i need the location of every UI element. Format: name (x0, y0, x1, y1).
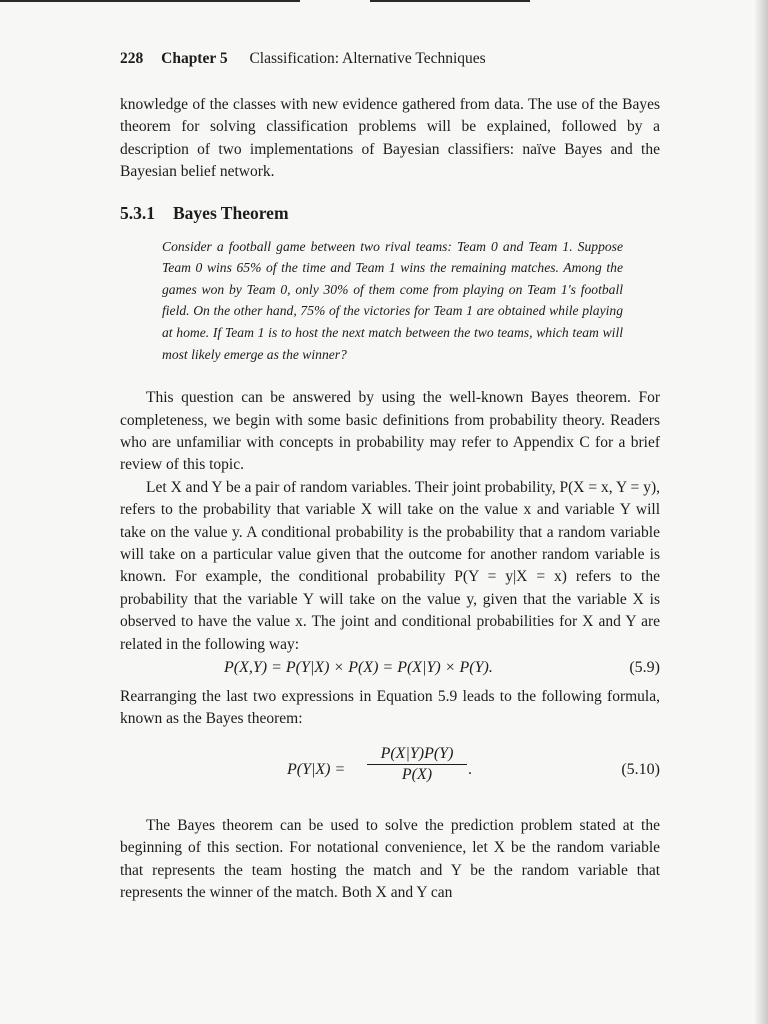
running-head (120, 50, 660, 68)
equation-5-9-body: P(X,Y) = P(Y|X) × P(X) = P(X|Y) × P(Y). (224, 659, 493, 677)
equation-5-9 (120, 656, 660, 686)
example-problem: Consider a football game between two rival teams: Team 0 and Team 1. Suppose Team 0 wins 65% of the time and Team 1 wins the remaining matches. Among the games won by Team 0, only 30% of them come from playing on Team 1's football field. On the other hand, 75% of the victories for Team 1 are obtained while playing at home. If Team 1 is to host the next match between the two teams, which team will most likely emerge as the winner? (162, 238, 623, 362)
section-heading (120, 203, 660, 224)
paragraph-4: The Bayes theorem can be used to solve the prediction problem stated at the beginning of this section. For notational convenience, let X be the random variable that represents the team hosting the match and Y be the random variable that represents the winner of the match. Both X and Y can (120, 816, 660, 902)
page-edge-shadow (754, 0, 768, 1024)
equation-5-9-number: (5.9) (629, 659, 660, 677)
intro-paragraph: knowledge of the classes with new evidence gathered from data. The use of the Bayes theorem for solving classification problems will be explained, followed by a description of two implementations of Bayesian classifiers: naïve Bayes and the Bayesian belief network. (120, 96, 660, 181)
chapter-title: Classification: Alternative Techniques (249, 50, 486, 67)
paragraph-3: Rearranging the last two expressions in Equation 5.9 leads to the following formula, known as the Bayes theorem: (120, 688, 660, 728)
top-rule-left (0, 0, 300, 2)
equation-5-10-lhs: P(Y|X) = (287, 760, 346, 778)
equation-5-10-number: (5.10) (621, 760, 660, 778)
paragraph-2: Let X and Y be a pair of random variables. Their joint probability, P(X = x, Y = y), refers to the probability that variable X will take on the value x and variable Y will take on the value y. A conditional probability is the probability that a random variable will take on a particular value given that the outcome for another random variable is known. For example, the conditional probability P(Y = y|X = x) refers to the probability that the variable Y will take on the value y, given that the variable X is observed to have the value x. The joint and conditional probabilities for X and Y are related in the following way: (120, 478, 660, 653)
chapter-label: Chapter 5 (161, 50, 228, 67)
book-page (120, 50, 660, 905)
equation-5-10 (120, 745, 660, 815)
page-number: 228 (120, 50, 144, 67)
equation-5-10-denominator: P(X) (401, 765, 433, 783)
paragraph-1: This question can be answered by using the well-known Bayes theorem. For completeness, we begin with some basic definitions from probability theory. Readers who are unfamiliar with concepts in probability may refer to Appendix C for a brief review of this topic. (120, 389, 660, 474)
equation-5-10-fraction (367, 745, 467, 784)
section-title: Bayes Theorem (173, 202, 289, 223)
section-number: 5.3.1 (120, 202, 155, 223)
top-rule-right (370, 0, 530, 2)
equation-5-10-numerator: P(X|Y)P(Y) (367, 745, 467, 765)
equation-5-10-trail: . (468, 760, 472, 778)
